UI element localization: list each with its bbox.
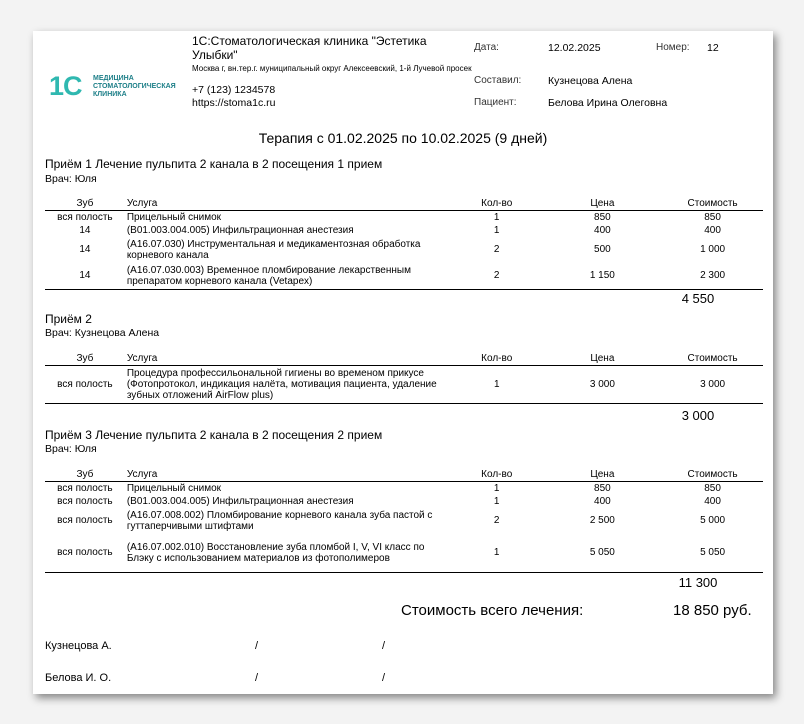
- clinic-phone: +7 (123) 1234578: [192, 84, 276, 96]
- col-cost: Стоимость: [662, 468, 763, 482]
- visit-title: Приём 1 Лечение пульпита 2 канала в 2 посещения 1 прием: [45, 157, 383, 171]
- visit-subtotal: 11 300: [678, 575, 718, 590]
- visit-subtotal: 3 000: [681, 408, 715, 423]
- table-row: 14 (B01.003.004.005) Инфильтрационная анестезия 1 400 400: [79, 224, 721, 236]
- col-price: Цена: [543, 352, 663, 366]
- visit-subtotal: 4 550: [681, 291, 715, 306]
- table-row: 14 (A16.07.030) Инструментальная и медикаментозная обработка корневого канала 2 500 1 000: [79, 238, 726, 261]
- table-header: [45, 197, 763, 211]
- clinic-logo: [49, 71, 199, 101]
- clinic-name: 1С:Стоматологическая клиника "Эстетика Улыбки": [192, 34, 427, 62]
- number-label: Номер:: [656, 42, 690, 53]
- document-title: Терапия с 01.02.2025 по 10.02.2025 (9 дней): [258, 130, 548, 146]
- col-qty: Кол-во: [451, 468, 543, 482]
- visit-doctor: Врач: Кузнецова Алена: [45, 327, 160, 339]
- logo-text: МЕДИЦИНА СТОМАТОЛОГИЧЕСКАЯ КЛИНИКА: [93, 75, 176, 98]
- services-table: [45, 197, 763, 290]
- visit-title: Приём 2: [45, 312, 92, 326]
- table-row: вся полость (A16.07.008.002) Пломбирование корневого канала зуба пастой с гуттаперчивыми штифтами 2 2 500 5 000: [57, 509, 726, 532]
- author-value: Кузнецова Алена: [548, 75, 633, 87]
- patient-value: Белова Ирина Олеговна: [548, 97, 668, 109]
- number-value: 12: [707, 42, 719, 54]
- signature-slash: /: [382, 672, 386, 684]
- signature-slash: /: [382, 640, 386, 652]
- patient-label: Пациент:: [474, 97, 517, 108]
- col-service: Услуга: [125, 468, 451, 482]
- table-header: [45, 468, 763, 482]
- author-label: Составил:: [474, 75, 522, 86]
- col-cost: Стоимость: [662, 352, 763, 366]
- services-table: [45, 352, 763, 404]
- signature-slash: /: [255, 672, 259, 684]
- col-tooth: Зуб: [45, 468, 125, 482]
- visit-doctor: Врач: Юля: [45, 173, 97, 185]
- col-service: Услуга: [125, 352, 451, 366]
- col-tooth: Зуб: [45, 197, 125, 211]
- signature-slash: /: [255, 640, 259, 652]
- col-service: Услуга: [125, 197, 451, 211]
- table-row: вся полость Прицельный снимок 1 850 850: [57, 482, 721, 494]
- col-cost: Стоимость: [662, 197, 763, 211]
- total-value: 18 850 руб.: [673, 602, 752, 619]
- clinic-address: Москва г, вн.тер.г. муниципальный округ Алексеевский, 1-й Лучевой просек: [192, 64, 472, 73]
- table-row: вся полость Прицельный снимок 1 850 850: [57, 211, 721, 223]
- signature-patient: Белова И. О.: [45, 672, 112, 684]
- table-row: вся полость (A16.07.002.010) Восстановление зуба пломбой I, V, VI класс по Блэку с использованием материалов из фотополимеров 1 5 050 5 050: [45, 534, 763, 573]
- visit-doctor: Врач: Юля: [45, 443, 97, 455]
- date-label: Дата:: [474, 42, 499, 53]
- total-label: Стоимость всего лечения:: [401, 602, 584, 619]
- table-row: 14 (A16.07.030.003) Временное пломбирование лекарственным препаратом корневого канала (Vetapex) 2 1 150 2 300: [45, 263, 763, 290]
- col-price: Цена: [543, 468, 663, 482]
- col-tooth: Зуб: [45, 352, 125, 366]
- date-value: 12.02.2025: [548, 42, 601, 54]
- visit-title: Приём 3 Лечение пульпита 2 канала в 2 посещения 2 прием: [45, 428, 383, 442]
- document-page: [33, 31, 773, 694]
- logo-mark: 1С: [49, 71, 82, 101]
- services-table: [45, 468, 763, 573]
- table-row: вся полость (B01.003.004.005) Инфильтрационная анестезия 1 400 400: [57, 495, 721, 507]
- col-price: Цена: [543, 197, 663, 211]
- table-row: вся полость Процедура профессильональной гигиены во временом прикусе (Фотопротокол, индикация налёта, мотивация пациента, удаление зубных отложений AirFlow plus) 1 3 000 3 000: [45, 366, 763, 404]
- signature-author: Кузнецова А.: [45, 640, 112, 652]
- col-qty: Кол-во: [451, 197, 543, 211]
- col-qty: Кол-во: [451, 352, 543, 366]
- table-header: [45, 352, 763, 366]
- clinic-site: https://stoma1c.ru: [192, 97, 276, 109]
